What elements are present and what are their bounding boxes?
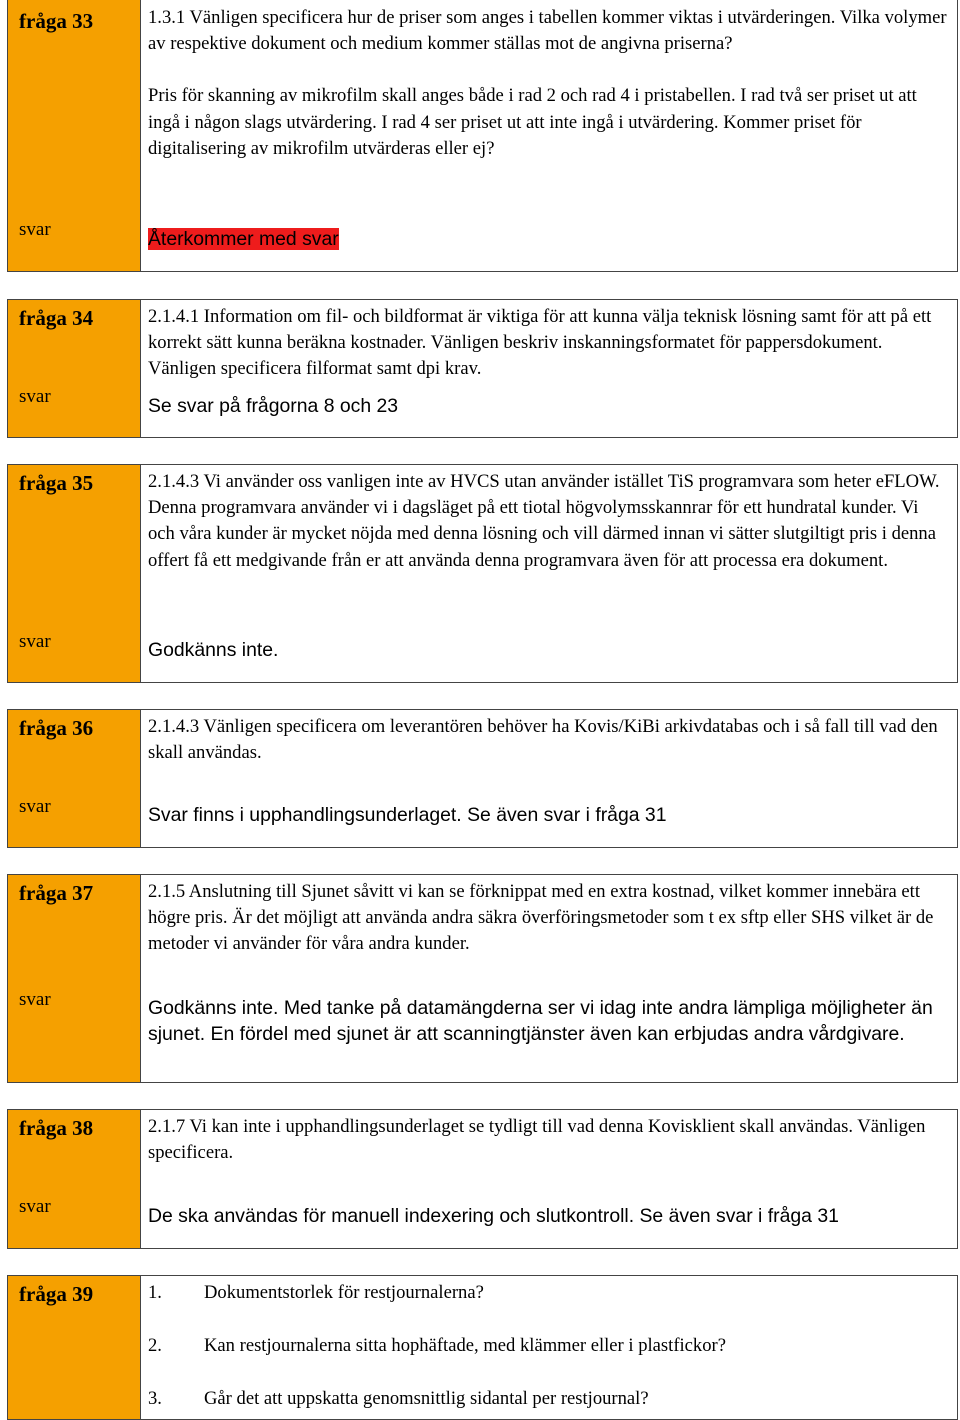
list-item bbox=[148, 1282, 484, 1304]
label-column bbox=[8, 875, 141, 1082]
question-paragraph: 1.3.1 Vänligen specificera hur de priser som anges i tabellen kommer viktas i utvärderingen. Vilka volymer av respektive dokument och medium kommer ställas mot de angivna priserna? bbox=[148, 7, 947, 55]
answer-text: Se svar på frågorna 8 och 23 bbox=[148, 395, 399, 417]
question-block-35 bbox=[7, 464, 958, 683]
answer-text: Svar finns i upphandlingsunderlaget. Se även svar i fråga 31 bbox=[148, 804, 667, 826]
answer-label: svar bbox=[19, 631, 51, 652]
question-label: fråga 36 bbox=[19, 716, 94, 740]
question-label: fråga 38 bbox=[19, 1116, 94, 1140]
list-item-text: Dokumentstorlek för restjournalerna? bbox=[204, 1282, 484, 1303]
question-label: fråga 35 bbox=[19, 471, 94, 495]
label-column bbox=[8, 465, 141, 682]
question-text: 2.1.5 Anslutning till Sjunet såvitt vi kan se förknippat med en extra kostnad, vilket kommer innebära ett högre pris. Är det möjligt att använda andra säkra överföringsmetoder som t ex sftp eller SHS vilket är de metoder vi använder för våra andra kunder. bbox=[148, 881, 934, 955]
question-text: 2.1.4.3 Vänligen specificera om leverantören behöver ha Kovis/KiBi arkivdatabas och i så fall till vad den skall användas. bbox=[148, 716, 938, 764]
list-item-number: 3. bbox=[148, 1388, 162, 1409]
question-label: fråga 37 bbox=[19, 881, 94, 905]
question-text bbox=[148, 5, 949, 162]
question-text: 2.1.7 Vi kan inte i upphandlingsunderlaget se tydligt till vad denna Kovisklient skall användas. Vänligen specificera. bbox=[148, 1116, 926, 1164]
question-label: fråga 34 bbox=[19, 306, 94, 330]
highlighted-answer: Återkommer med svar bbox=[148, 228, 339, 250]
question-block-33 bbox=[7, 0, 958, 272]
list-item-text: Går det att uppskatta genomsnittlig sidantal per restjournal? bbox=[204, 1388, 649, 1409]
answer-text: Godkänns inte. bbox=[148, 639, 279, 661]
question-block-39 bbox=[7, 1275, 958, 1420]
list-item bbox=[148, 1335, 726, 1357]
question-label: fråga 33 bbox=[19, 9, 94, 33]
question-block-34 bbox=[7, 299, 958, 438]
label-column bbox=[8, 0, 141, 271]
question-text: 2.1.4.3 Vi använder oss vanligen inte av HVCS utan använder istället TiS programvara som heter eFLOW. Denna programvara använder vi i dagsläget på ett tiotal högvolymsskannrar för ett hundratal kunder. Vi och våra kunder är mycket nöjda med denna lösning och vill därmed innan vi sätter slutgiltigt pris i denna offert få ett medgivande från er att använda denna programvara även för att processa era dokument. bbox=[148, 471, 940, 571]
label-column bbox=[8, 1110, 141, 1248]
answer-label: svar bbox=[19, 796, 51, 817]
answer-text: Godkänns inte. Med tanke på datamängderna ser vi idag inte andra lämpliga möjligheter än sjunet. En fördel med sjunet är att scanningtjänster även kan erbjudas andra vårdgivare. bbox=[148, 997, 933, 1045]
answer-label: svar bbox=[19, 219, 51, 240]
question-label: fråga 39 bbox=[19, 1282, 94, 1306]
question-block-38 bbox=[7, 1109, 958, 1249]
list-item-number: 1. bbox=[148, 1282, 162, 1303]
question-block-36 bbox=[7, 709, 958, 848]
answer-label: svar bbox=[19, 1196, 51, 1217]
answer-label: svar bbox=[19, 989, 51, 1010]
list-item bbox=[148, 1388, 649, 1410]
label-column bbox=[8, 710, 141, 847]
label-column bbox=[8, 300, 141, 437]
list-item-number: 2. bbox=[148, 1335, 162, 1356]
list-item-text: Kan restjournalerna sitta hophäftade, med klämmer eller i plastfickor? bbox=[204, 1335, 726, 1356]
question-paragraph: Pris för skanning av mikrofilm skall anges både i rad 2 och rad 4 i pristabellen. I rad två ser priset ut att ingå i någon slags utvärdering. I rad 4 ser priset ut att inte ingå i utvärdering. Kommer priset för digitalisering av mikrofilm utvärderas eller ej? bbox=[148, 85, 917, 159]
answer-label: svar bbox=[19, 386, 51, 407]
answer-text: De ska användas för manuell indexering och slutkontroll. Se även svar i fråga 31 bbox=[148, 1205, 839, 1227]
question-block-37 bbox=[7, 874, 958, 1083]
answer-text bbox=[148, 227, 949, 253]
label-column bbox=[8, 1276, 141, 1419]
question-text: 2.1.4.1 Information om fil- och bildformat är viktiga för att kunna välja teknisk lösning samt för att på ett korrekt sätt kunna beräkna kostnader. Vänligen beskriv inskanningsformatet för pappersdokument. Vänligen specificera filformat samt dpi krav. bbox=[148, 306, 932, 380]
